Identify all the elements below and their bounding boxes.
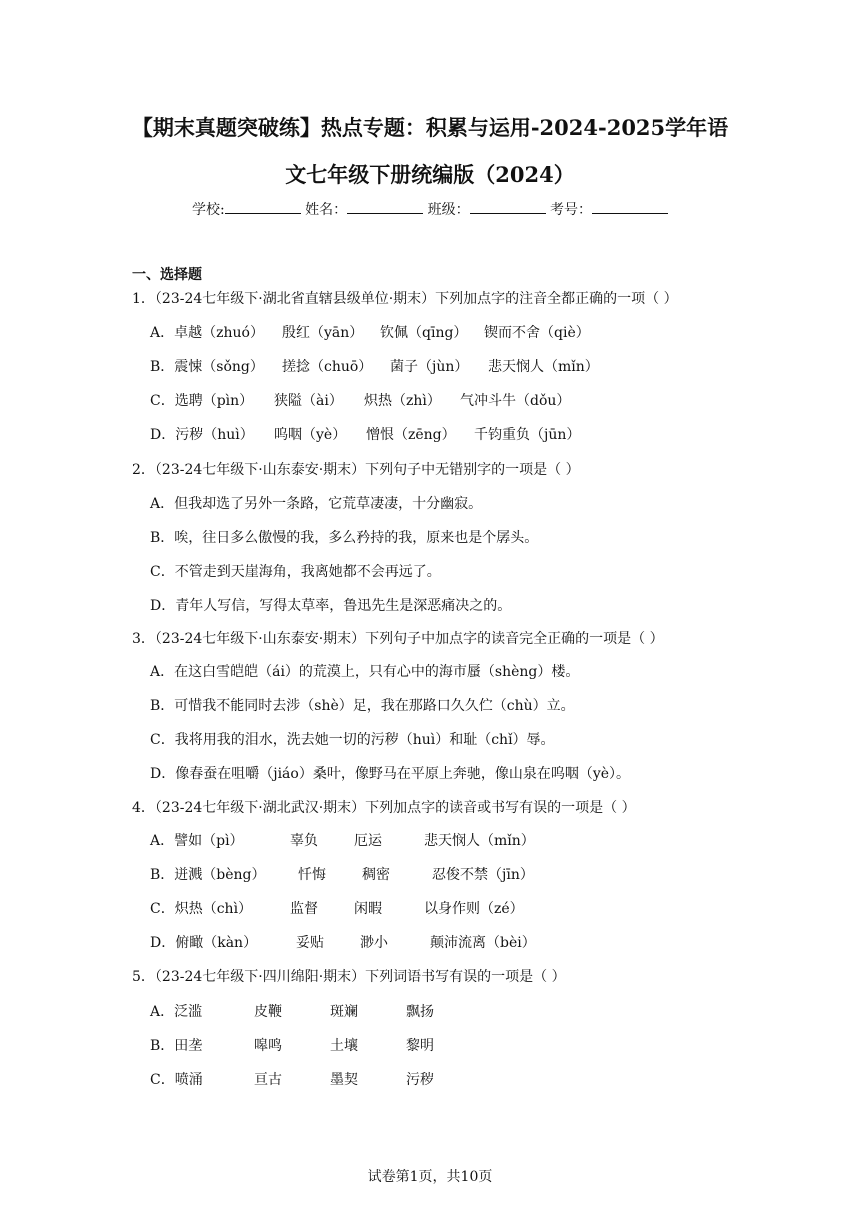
question-3-option-b: B．可惜我不能同时去涉（shè）足，我在那路口久久伫（chù）立。: [150, 698, 575, 714]
question-4-option-d: D．俯瞰（kàn） 妥贴 渺小 颠沛流离（bèi）: [150, 935, 536, 951]
question-2-option-c: C．不管走到天崖海角，我离她都不会再远了。: [150, 564, 441, 580]
school-label: 学校:: [191, 202, 225, 218]
question-1-option-a: A．卓越（zhuó） 殷红（yān） 钦佩（qīng） 锲而不舍（qiè）: [150, 325, 590, 341]
document-title-line-2: 文七年级下册统编版（2024）: [285, 162, 575, 187]
page-footer: 试卷第1页，共10页: [367, 1169, 493, 1185]
question-4-option-a: A．譬如（pì） 辜负 厄运 悲天悯人（mǐn）: [150, 833, 535, 849]
class-blank: [470, 201, 546, 214]
class-label: 班级：: [427, 202, 470, 218]
question-1-option-c: C．选聘（pìn） 狭隘（ài） 炽热（zhì） 气冲斗牛（dǒu）: [150, 393, 571, 409]
section-heading: 一、选择题: [132, 267, 202, 283]
question-3-option-a: A．在这白雪皑皑（ái）的荒漠上，只有心中的海市蜃（shèng）楼。: [150, 664, 580, 680]
school-blank: [225, 201, 301, 214]
exam-number-label: 考号：: [550, 202, 593, 218]
document-title-line-1: 【期末真题突破练】热点专题：积累与运用-2024-2025学年语: [131, 115, 729, 140]
question-2-option-d: D．青年人写信，写得太草率，鲁迅先生是深恶痛决之的。: [150, 598, 512, 614]
exam-number-blank: [592, 201, 668, 214]
student-info-line: [0, 199, 860, 219]
question-5-option-a: A．泛滥 皮鞭 斑斓 飘扬: [150, 1004, 434, 1020]
question-1-stem: 1．（23-24七年级下·湖北省直辖县级单位·期末）下列加点字的注音全都正确的一项（ ）: [132, 291, 678, 307]
question-1-option-b: B．震悚（sǒng） 搓捻（chuō） 菌子（jùn） 悲天悯人（mǐn）: [150, 359, 599, 375]
question-3-stem: 3．（23-24七年级下·山东泰安·期末）下列句子中加点字的读音完全正确的一项是（ ）: [132, 631, 664, 647]
question-5-stem: 5．（23-24七年级下·四川绵阳·期末）下列词语书写有误的一项是（ ）: [132, 969, 566, 985]
question-1-option-d: D．污秽（huì） 呜咽（yè） 憎恨（zēng） 千钧重负（jūn）: [150, 427, 581, 443]
question-5-option-b: B．田垄 嗥鸣 土壤 黎明: [150, 1038, 434, 1054]
question-4-option-b: B．迸溅（bèng） 忏悔 稠密 忍俊不禁（jīn）: [150, 867, 534, 883]
question-5-option-c: C．喷涌 亘古 墨契 污秽: [150, 1072, 434, 1088]
question-4-option-c: C．炽热（chì） 监督 闲暇 以身作则（zé）: [150, 901, 524, 917]
question-4-stem: 4．（23-24七年级下·湖北武汉·期末）下列加点字的读音或书写有误的一项是（ ）: [132, 800, 636, 816]
question-2-stem: 2．（23-24七年级下·山东泰安·期末）下列句子中无错别字的一项是（ ）: [132, 462, 580, 478]
question-3-option-d: D．像春蚕在咀嚼（jiáo）桑叶，像野马在平原上奔驰，像山泉在呜咽（yè）。: [150, 766, 631, 782]
question-2-option-a: A．但我却选了另外一条路，它荒草凄凄，十分幽寂。: [150, 496, 483, 512]
question-3-option-c: C．我将用我的泪水，洗去她一切的污秽（huì）和耻（chǐ）辱。: [150, 732, 555, 748]
question-2-option-b: B．唉，往日多么傲慢的我，多么矜持的我，原来也是个孱头。: [150, 530, 539, 546]
name-label: 姓名：: [305, 202, 348, 218]
name-blank: [347, 201, 423, 214]
